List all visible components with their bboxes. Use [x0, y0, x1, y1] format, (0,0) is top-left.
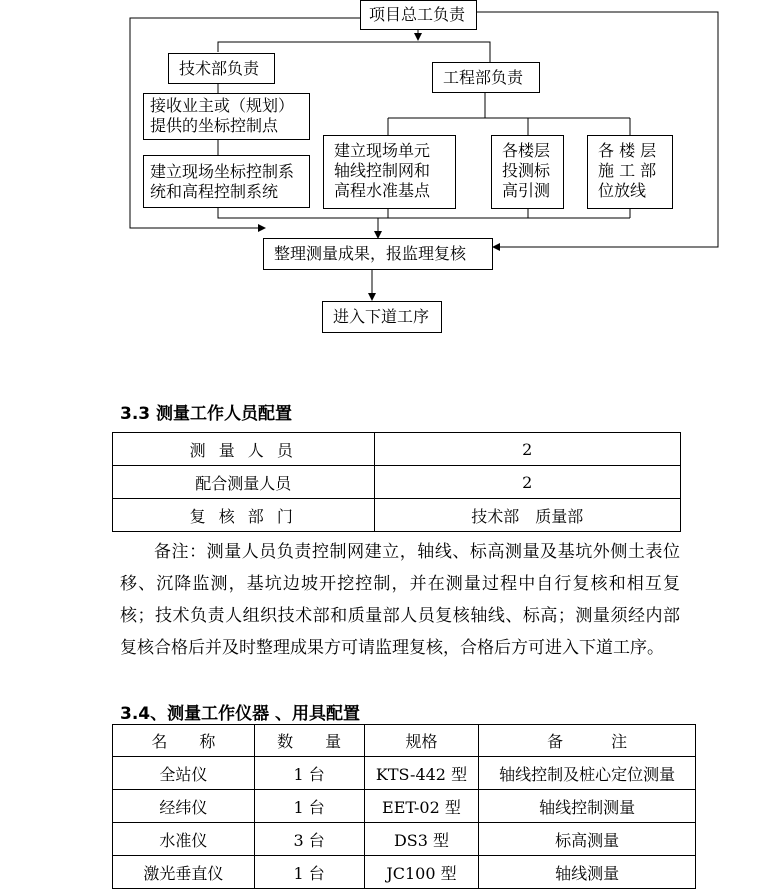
- cell-spec: KTS-442 型: [364, 757, 479, 790]
- column-header: 规格: [364, 725, 479, 757]
- cell-qty: 3 台: [254, 823, 364, 856]
- flow-box-build-site-system: 建立现场坐标控制系 统和高程控制系统: [143, 155, 310, 208]
- staff-value: 技术部 质量部: [374, 499, 680, 532]
- flow-box-tech-dept: 技术部负责: [168, 53, 275, 84]
- flow-box-receive-points: 接收业主或（规划） 提供的坐标控制点: [143, 93, 310, 140]
- cell-remark: 轴线测量: [479, 856, 696, 889]
- cell-name: 全站仪: [113, 757, 255, 790]
- cell-remark: 轴线控制及桩心定位测量: [479, 757, 696, 790]
- cell-spec: JC100 型: [364, 856, 479, 889]
- note-paragraph: 备注：测量人员负责控制网建立，轴线、标高测量及基坑外侧土表位移、沉降监测，基坑边坡开挖控制，并在测量过程中自行复核和相互复核；技术负责人组织技术部和质量部人员复核轴线、标高；测量须经内部复核合格后并及时整理成果方可请监理复核，合格后方可进入下道工序。: [120, 542, 680, 658]
- table-row: [113, 499, 681, 532]
- flow-box-floor-layout: 各 楼 层 施 工 部 位放线: [587, 135, 673, 209]
- section-heading-34: 3.4、测量工作仪器 、用具配置: [120, 704, 361, 724]
- cell-qty: 1 台: [254, 757, 364, 790]
- flow-box-organize-results: 整理测量成果，报监理复核: [263, 238, 493, 270]
- staff-label: 配合测量人员: [113, 466, 375, 499]
- table-row: [113, 823, 696, 856]
- column-header: 数 量: [254, 725, 364, 757]
- table-row: [113, 757, 696, 790]
- staff-label: 测 量 人 员: [113, 433, 375, 466]
- staff-value: 2: [374, 466, 680, 499]
- table-row: [113, 466, 681, 499]
- staff-value: 2: [374, 433, 680, 466]
- section-heading-33: 3.3 测量工作人员配置: [120, 404, 293, 424]
- cell-name: 经纬仪: [113, 790, 255, 823]
- table-row: [113, 790, 696, 823]
- flow-box-build-unit-network: 建立现场单元 轴线控制网和 高程水准基点: [323, 135, 456, 209]
- flow-box-project-head: 项目总工负责: [360, 0, 477, 30]
- instrument-table: [112, 724, 696, 889]
- column-header: 名 称: [113, 725, 255, 757]
- staff-label: 复 核 部 门: [113, 499, 375, 532]
- cell-remark: 标高测量: [479, 823, 696, 856]
- staffing-table: [112, 432, 681, 532]
- cell-name: 激光垂直仪: [113, 856, 255, 889]
- table-header-row: [113, 725, 696, 757]
- cell-remark: 轴线控制测量: [479, 790, 696, 823]
- flow-box-eng-dept: 工程部负责: [432, 62, 540, 93]
- cell-qty: 1 台: [254, 790, 364, 823]
- cell-name: 水准仪: [113, 823, 255, 856]
- cell-qty: 1 台: [254, 856, 364, 889]
- table-row: [113, 856, 696, 889]
- flow-box-floor-elevation: 各楼层 投测标 高引测: [491, 135, 564, 209]
- column-header: 备 注: [479, 725, 696, 757]
- flow-box-next-process: 进入下道工序: [322, 301, 442, 333]
- cell-spec: DS3 型: [364, 823, 479, 856]
- table-row: [113, 433, 681, 466]
- cell-spec: EET-02 型: [364, 790, 479, 823]
